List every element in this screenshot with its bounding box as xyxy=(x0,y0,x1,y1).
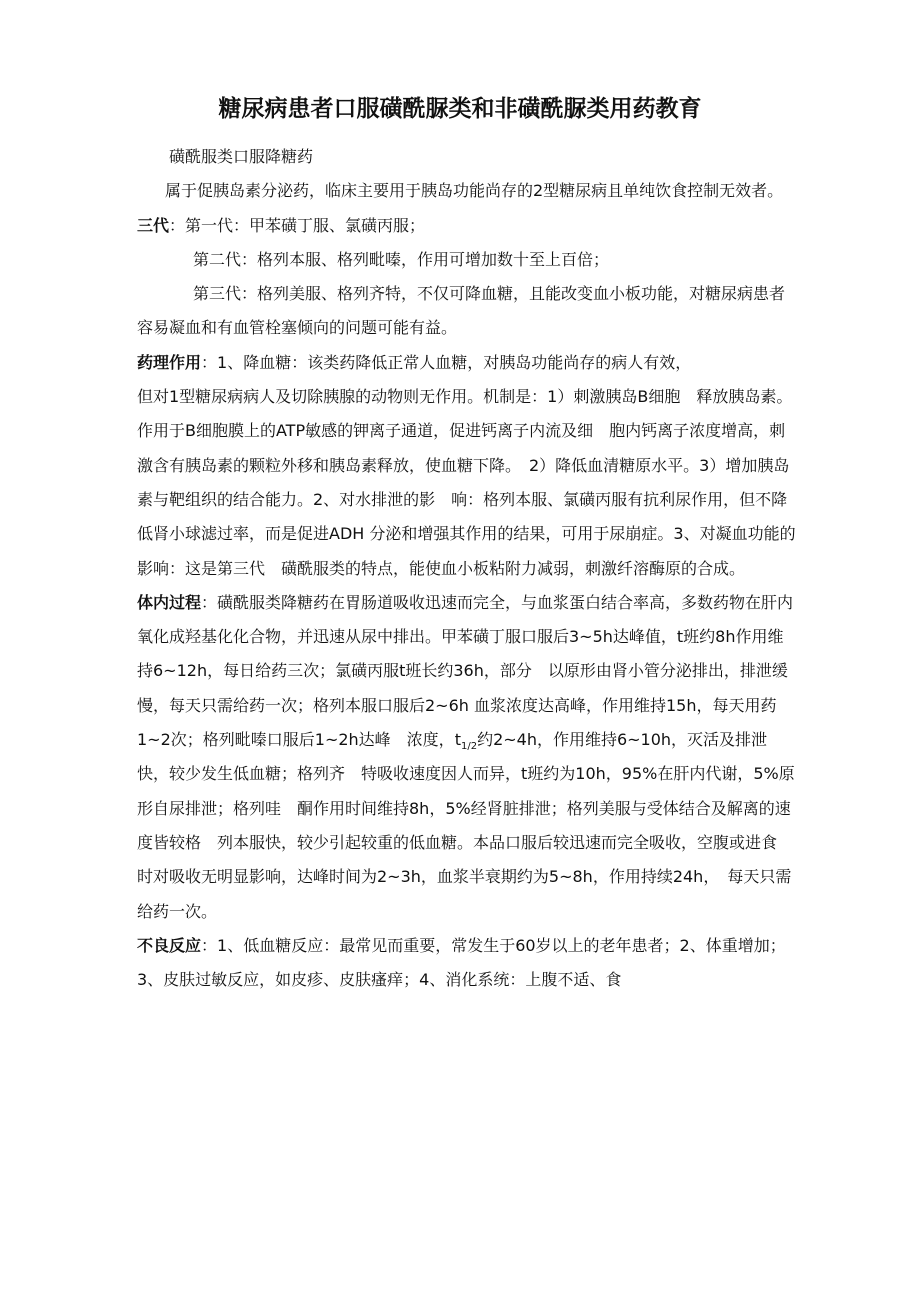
pharmacology-label: 药理作用 xyxy=(137,352,202,372)
document-title: 糖尿病患者口服磺酰脲类和非磺酰脲类用药教育 xyxy=(218,96,702,122)
generations-third: 第三代：格列美服、格列齐特，不仅可降血糖，且能改变血小板功能，对糖尿病患者容易凝血和有血管栓塞倾向的问题可能有益。 xyxy=(137,284,786,338)
adverse-text: ：1、低血糖反应：最常见而重要，常发生于60岁以上的老年患者；2、体重增加；3、皮肤过敏反应，如皮疹、皮肤瘙痒；4、消化系统：上腹不适、食 xyxy=(137,935,786,990)
document-body xyxy=(137,140,797,997)
pharmacokinetics-text-b: 约2~4h，作用维持6~10h，灭活及排泄快，较少发生低血糖；格列齐 特吸收速度因人而异，t班约为10h，95%在肝内代谢，5%原形自尿排泄；格列哇 酮作用时间维持8h，5%经肾脏排泄；格列美服与受体结合及解离的速度皆较格 列本服快，较少引起较重的低血糖。本品口服后较迅速而完全吸收，空腹或进食 时对吸收无明显影响，达峰时间为2~3h，血浆半衰期约为5~8h，作用持续24h， 每天只需给药一次。 xyxy=(137,730,795,921)
adverse-paragraph xyxy=(137,929,797,998)
subheading: 磺酰服类口服降糖药 xyxy=(169,147,314,166)
generations-label: 三代 xyxy=(137,215,170,235)
pharmacology-paragraph xyxy=(137,346,797,380)
pharmacokinetics-text-a: ：磺酰服类降糖药在胃肠道吸收迅速而完全，与血浆蛋白结合率高，多数药物在肝内氧化成羟基化化合物，并迅速从尿中排出。甲苯磺丁服口服后3~5h达峰值，t班约8h作用维持6~12h，每日给药三次；氯磺丙服t班长约36h，部分 以原形由肾小管分泌排出，排泄缓慢，每天只需给药一次；格列本服口服后2~6h 血浆浓度达高峰，作用维持15h，每天用药1~2次；格列毗嗪口服后1~2h达峰 浓度， xyxy=(137,592,794,750)
half-life-symbol: t xyxy=(454,730,461,750)
pharmacology-continued xyxy=(137,380,797,586)
generations-first xyxy=(137,209,797,243)
adverse-label: 不良反应 xyxy=(137,935,202,955)
pharmacokinetics-paragraph xyxy=(137,586,797,929)
pharmacology-text: ：1、降血糖：该类药降低正常人血糖，对胰岛功能尚存的病人有效， xyxy=(201,352,692,372)
intro-paragraph: 属于促胰岛素分泌药，临床主要用于胰岛功能尚存的2型糖尿病且单纯饮食控制无效者。 xyxy=(165,181,784,201)
half-life-subscript: 1/2 xyxy=(460,741,478,753)
generations-second: 第二代：格列本服、格列毗嗪，作用可增加数十至上百倍； xyxy=(193,249,610,269)
pharmacology-text-continued: 但对1型糖尿病病人及切除胰腺的动物则无作用。机制是：1）刺激胰岛B细胞 释放胰岛素。作用于B细胞膜上的ATP敏感的钾离子通道，促进钙离子内流及细 胞内钙离子浓度增高，刺激含有胰岛素的颗粒外移和胰岛素释放，使血糖下降。 2）降低血清糖原水平。3）增加胰岛素与靶组织的结合能力。2、对水排泄的影 响：格列本服、氯磺丙服有抗利尿作用，但不降低肾小球滤过率，而是促进ADH 分泌和增强其作用的结果，可用于尿崩症。3、对凝血功能的影响：这是第三代 磺酰服类的特点，能使血小板粘附力减弱，刺激纤溶酶原的合成。 xyxy=(137,387,796,578)
pharmacokinetics-label: 体内过程 xyxy=(137,592,202,612)
generations-first-text: ：第一代：甲苯磺丁服、氯磺丙服； xyxy=(169,215,426,235)
